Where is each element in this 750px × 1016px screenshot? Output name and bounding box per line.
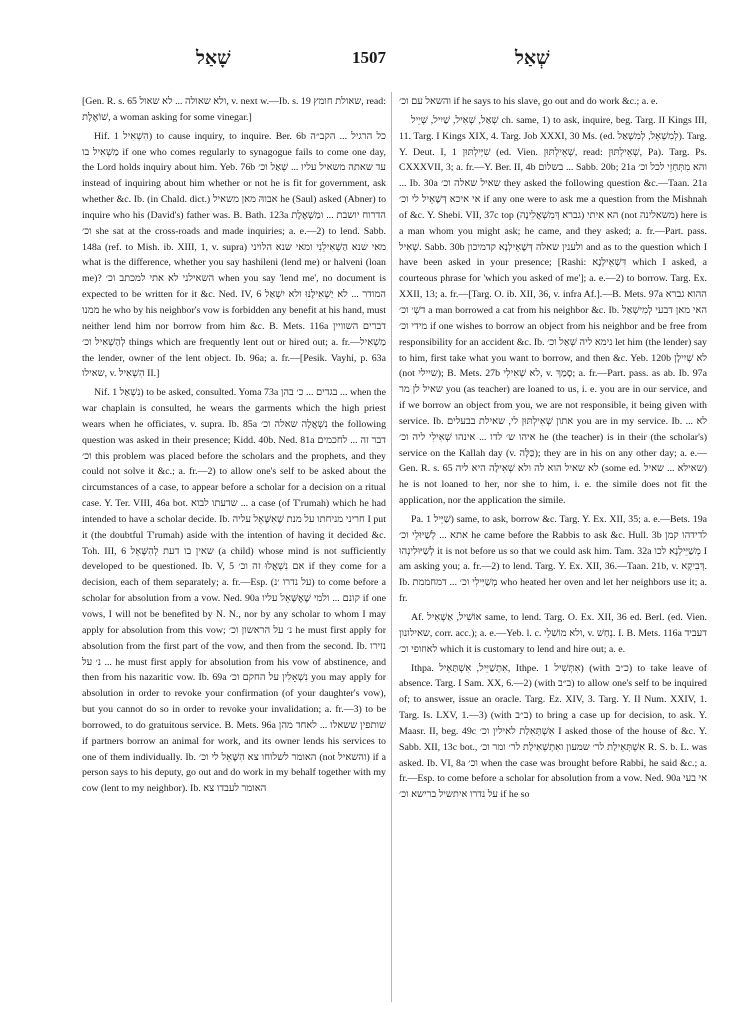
entry-paragraph-continued: והשאל עם וכ׳ if he says to his slave, go out and do work &c.; a. e. bbox=[399, 96, 658, 107]
entry-paragraph-ithpa: Ithpa. אִתְשַׁיֵּיל, אִשְׁתַּאֵיל, Ithpe. אִתְּשִׁיל 1) (with כ״ב) to take leave of absence. Targ. I Sam. XX, 6.—2) (with ב״ב) to allow one's self to be inquired of; to answer, issue an oracle. Targ. Ez. XIV, 3. Targ. Y. II Num. XXIV, 1. Targ. Is. LXV, 1.—3) (with ב״ב) to bring a case up for decision, to ask. Y. Maasr. II, beg. 49c אִשְׁתְּאִלַת לאילין וכ׳ I asked those of the house of &c. Y. Sabb. XII, 13c bot., אִשְׁתְּאֵילַת לר׳ שמעון ואִתְשְׁאִילַת לר׳ ומר וכ׳ R. S. b. L. was asked. Ib. VI, 8a וכ׳ when the case was brought before Rabbi, he said &c.; a. fr.—Esp. to come before a scholar for absolution from a vow. Ned. 90a אי בעי על נדרו איתשיל ברישא וכ׳ if he so bbox=[399, 662, 707, 801]
entry-paragraph-pa: Pa. שַׁיֵּיל 1) same, to ask, borrow &c. Targ. Y. Ex. XII, 35; a. e.—Bets. 19a אתא ... לְשַׁיּוּלֵי וכ׳ he came before the Rabbis to ask &c. Hull. 3b לדידהו קמן לְשַׁיּוּלִינְהוּ it is not before us so that we could ask him. Tam. 32a מְשַׁיֵּילְנָא לכו I am asking you; a. fr.—2) to lend. Targ. Y. Ex. XII, 36.—Taan. 21b, v. דְּבִיקָא. Ib. מְשַׁיִּילִי וכ׳ ... דמחממת who heated her oven and let her neighbors use it; a. fr. bbox=[399, 513, 707, 605]
page-header bbox=[0, 48, 750, 76]
right-column bbox=[399, 94, 707, 1004]
entry-paragraph: [Gen. R. s. 65 ולא שאולה ... לא שאול, v. next w.—Ib. s. 19 שאולת חומץ, read: שׁוֹאֶלֶת, a woman asking for some vinegar.] bbox=[82, 96, 386, 123]
entry-paragraph-af: Af. אוֹשִׁיל, אַשְׁאִיל same, to lend. Targ. O. Ex. XII, 36 ed. Berl. (ed. Vien. שאילונון, corr. acc.); a. e.—Yeb. l. c. ולא מוֹשִׁלֵי, v. נְחַשׁ. I. B. Mets. 116a דעביד לאוזופי וכ׳ which it is customary to lend and hire out; a. e. bbox=[399, 612, 707, 655]
right-running-headword: שְׁאַל bbox=[515, 48, 550, 69]
left-running-headword: שָׁאַל bbox=[196, 48, 231, 69]
page-number: 1507 bbox=[352, 48, 386, 67]
entry-paragraph-nif: Nif. נִשְׁאַל 1) to be asked, consulted. Yoma 73a בגדים ... כ׳ בהן ... when the war chaplain is consulted, he wears the garments which the high priest wears when he officiates, v. supra. Ib. 85a נִשְׁאֲלָה שאלה וכ׳ the following question was asked in their presence; Kidd. 40b. Ned. 81a דבר זה ... לחכמים וכ׳ this problem was placed before the scholars and the prophets, and they could not solve it &c.; a. fr.—2) to allow one's self to be asked about the circumstances of a case, to appear before a scholar for a decision on a ritual case. Y. Ter. VIII, 46a bot. שדעתו לבוא ... a case (of T'rumah) which he had intended to have a scholar decide. Ib. חריני מניחתו על מנת שֶׁאִשָּׁאֵל עליה I put it (the doubtful T'rumah) aside with the intention of having it decided &c. Toh. III, 6 שאין בו דעת לְהִשָּׁאֵל (a child) whose mind is not sufficiently developed to be questioned. Ib. V, 5 אם נִשְׁאֲלוּ זה וכ׳ if they come for a decision, each of them separately; a. fr.—Esp. (על נדרו ׳נ) to come before a scholar for absolution from a vow. Ned. 90a קונם ... ולמי שֶׁאֶשָּׁאֵל עליו if one vows, I will not be benefited by N. N., nor by any scholar to whom I may apply for absolution from this vow; נ׳ על הראשון וכ׳ he must first apply for absolution from the first part of the vow, and then from the second. Ib. נזירו ... נ׳ על he must first apply for absolution from his vow of abstinence, and then from his nazaritic vow. Ib. 69a נִשְׁאָלִין על החקם וכ׳ you may apply for absolution in order to revoke your confirmation (of your daughter's vow), but you cannot do so in order to revoke your invalidation; a. fr.—3) to be borrowed, to do gratuitous service. B. Mets. 96a שותפין ששאלו ... לאחד מהן if partners borrow an animal for work, and its owner lends his services to one of them individually. Ib. האומר לשלוחו צא הִשָּׁאֵל לי וכ׳ (not והשאיל) if a person says to his deputy, go out and do work in my behalf together with my cow (lent to my neighbor). Ib. האומר לעבדו צא bbox=[82, 387, 386, 795]
entry-paragraph-chaldaic: שְׁאַל, שְׁאִיל, שַׁיִיל, שְׁיֵיל ch. same, 1) to ask, inquire, beg. Targ. II Kings III, 11. Targ. I Kings XIX, 4. Targ. Job XXXI, 30 Ms. (ed. לְמִשְׁאֵל, לְמִשְׁאַל). Targ. Y. Deut. I, 1 שִׁיְּילְתּוּן (ed. Vien. שְׁאֵילְתּוּן, read: שְׁאֵילְתּוּן, Pa). Targ. Ps. CXXXVII, 3; a. fr.—Y. Ber. II, 4b בשלום ... Sabb. 20b; 21a והא מִתְּחַזֵי לכל וכ׳ ... Ib. 30a שאיל שאלה וכ׳ they asked the following question &c.—Taan. 21a אי איכא דְּשָׁאֵיל לי וכ׳ if any one were to ask me a question from the Mishnah of &c. Y. Shebi. VII, 37c top הא איתי (גברא דְּמִשְׁאֲלִינָה) (not משאלינה) here is a man whom you might ask; he came, and they asked; a. fr.—Part. pass. שְׁאִיל. Sabb. 30b ולענין שאלה דְּשָׁאֵילְנָא קדמיכון and as to the question which I have been asked in your presence; [Rashi: דִּשְׁאֵילְנָא which I asked, a courteous phrase for 'which you asked of me']; a. e.—2) to borrow. Targ. Ex. XXII, 13; a. fr.—[Targ. O. ib. XII, 36, v. infra Af.].—B. Mets. 97a ההוא גברא דשְׁ׳ וכ׳ a man borrowed a cat from his neighbor &c. Ib. האי מאן דבעי לְמִישְׁאַל מידי וכ׳ if one wishes to borrow an object from his neighbor and be free from responsibility for an accident &c. Ib. נימא ליה שְׁאַל וכ׳ let him (the lender) say to him, first take what you want to borrow, and then &c. Yeb. 120b לא שְׁיִילָן (not שיילי); B. Mets. 27b לא שְׁאִילִי, v. סָמַךְ; a. fr.—Part. pass. as ab. Ib. 97a שאיל לן מר you (as teacher) are loaned to us, i. e. you are in our service, and if we borrow an object from you, we are not responsible, it being given with service. Ib. אתון שְׁאִילְתּוּן לי, שאילת בבעלים you are in my service. Ib. לא ... איהו ש׳ לדו ... אינהו שְׁאִילִי ליה וכ׳ he (the teacher) is in their (the scholar's) service on the Kallah day (v. כַּלָּה); they are in his on any other day; a. e.—Gen. R. s. 65 לא שאיל הוא לה ולא שְׁאִילָה היא ליה (some ed. שאילא ... שאיל) he is not loaned to her, nor she to him, i. e. the simile does not fit the application, nor the application the simile. bbox=[399, 114, 707, 507]
entry-paragraph-hif: Hif. הִשְׁאִיל 1) to cause inquiry, to inquire. Ber. 6b כל הרגיל ... הקב״ה מַשְׁאִיל בו if one who comes regularly to synagogue fails to come one day, the Lord holds inquiry about him. Yeb. 76b עד שאתה משאיל עליו ... שְׁאַל וכ׳ instead of inquiring about him whether or not he is fit for government, ask whether &c. Ib. (in Chald. dict.) אבוהּ מאן משאיל he (Saul) asked (Abner) to inquire who his (David's) father was. B. Bath. 123a הדרוח יושבת ... ומַשְׁאֶלֶת וכ׳ she sat at the cross-roads and made inquiries; a. e.—2) to lend. Sabb. 148a (ref. to Mish. ib. XIII, 1, v. supra) מאי שנא הַשְׁאִילֵנִי ומאי שנא הלויני what is the difference, whether you say hashileni (lend me) or halveni (loan me)? השאילני לא אתי למכתב וכ׳ when you say 'lend me', no document is expected to be written for it &c. Ned. IV, 6 המודר ... לא יַשְׁאִילֶנּוּ ולא יִשְׁאַל ממנו he who by his neighbor's vow is forbidden any benefit at his hand, must neither lend him nor borrow from him &c. B. Mets. 116a דברים השוויין לְהַשְׁאִיל וכ׳ things which are frequently lent out or hired out; a. fr.—מַשְׁאִיל the lender, owner of the lent object. Ib. 96a; a. fr.—[Pesik. Vayhi, p. 63a שאילו, v. הִשְׁאִיל II.] bbox=[82, 130, 386, 380]
column-divider bbox=[391, 92, 392, 1002]
left-column bbox=[82, 94, 386, 1004]
